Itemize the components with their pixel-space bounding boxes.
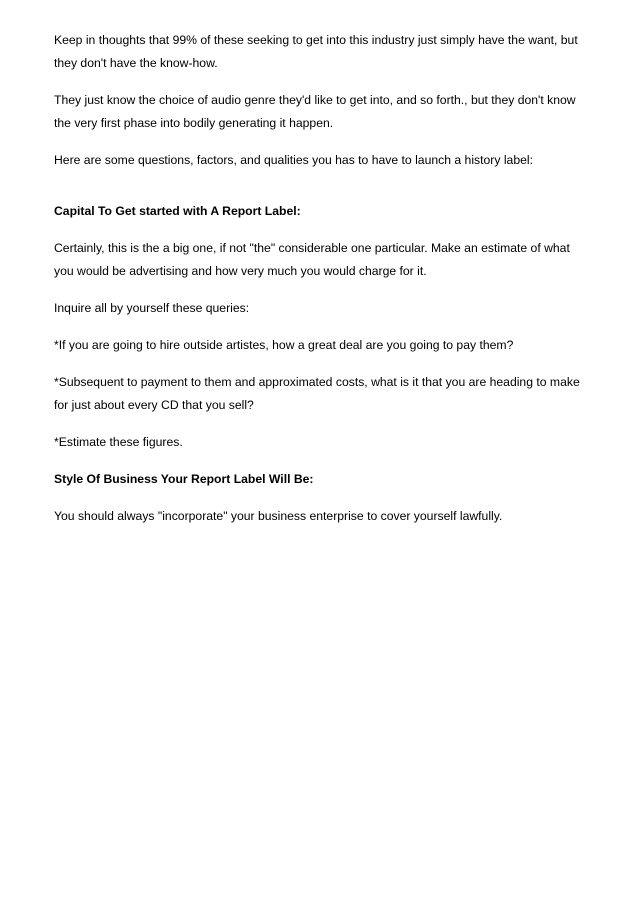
document-body [54, 29, 584, 542]
section-heading-capital: Capital To Get started with A Report Label: [54, 204, 301, 218]
paragraph-per-cd: *Subsequent to payment to them and approximated costs, what is it that you are heading to make for just about every CD that you sell? [54, 375, 580, 412]
paragraph-estimate-figures: *Estimate these figures. [54, 435, 183, 449]
paragraph-hire-artistes: *If you are going to hire outside artistes, how a great deal are you going to pay them? [54, 338, 514, 352]
paragraph-know-how: Keep in thoughts that 99% of these seeking to get into this industry just simply have the want, but they don't have the know-how. [54, 33, 578, 70]
section-heading-business-style: Style Of Business Your Report Label Will Be: [54, 472, 314, 486]
paragraph-inquire: Inquire all by yourself these queries: [54, 301, 250, 315]
paragraph-incorporate: You should always "incorporate" your business enterprise to cover yourself lawfully. [54, 509, 503, 523]
paragraph-questions-intro: Here are some questions, factors, and qualities you has to have to launch a history label: [54, 153, 533, 167]
paragraph-music-genre: They just know the choice of audio genre they'd like to get into, and so forth., but they don't know the very first phase into bodily generating it happen. [54, 93, 576, 130]
paragraph-estimate: Certainly, this is the a big one, if not "the" considerable one particular. Make an estimate of what you would be advertising and how very much you would charge for it. [54, 241, 570, 278]
